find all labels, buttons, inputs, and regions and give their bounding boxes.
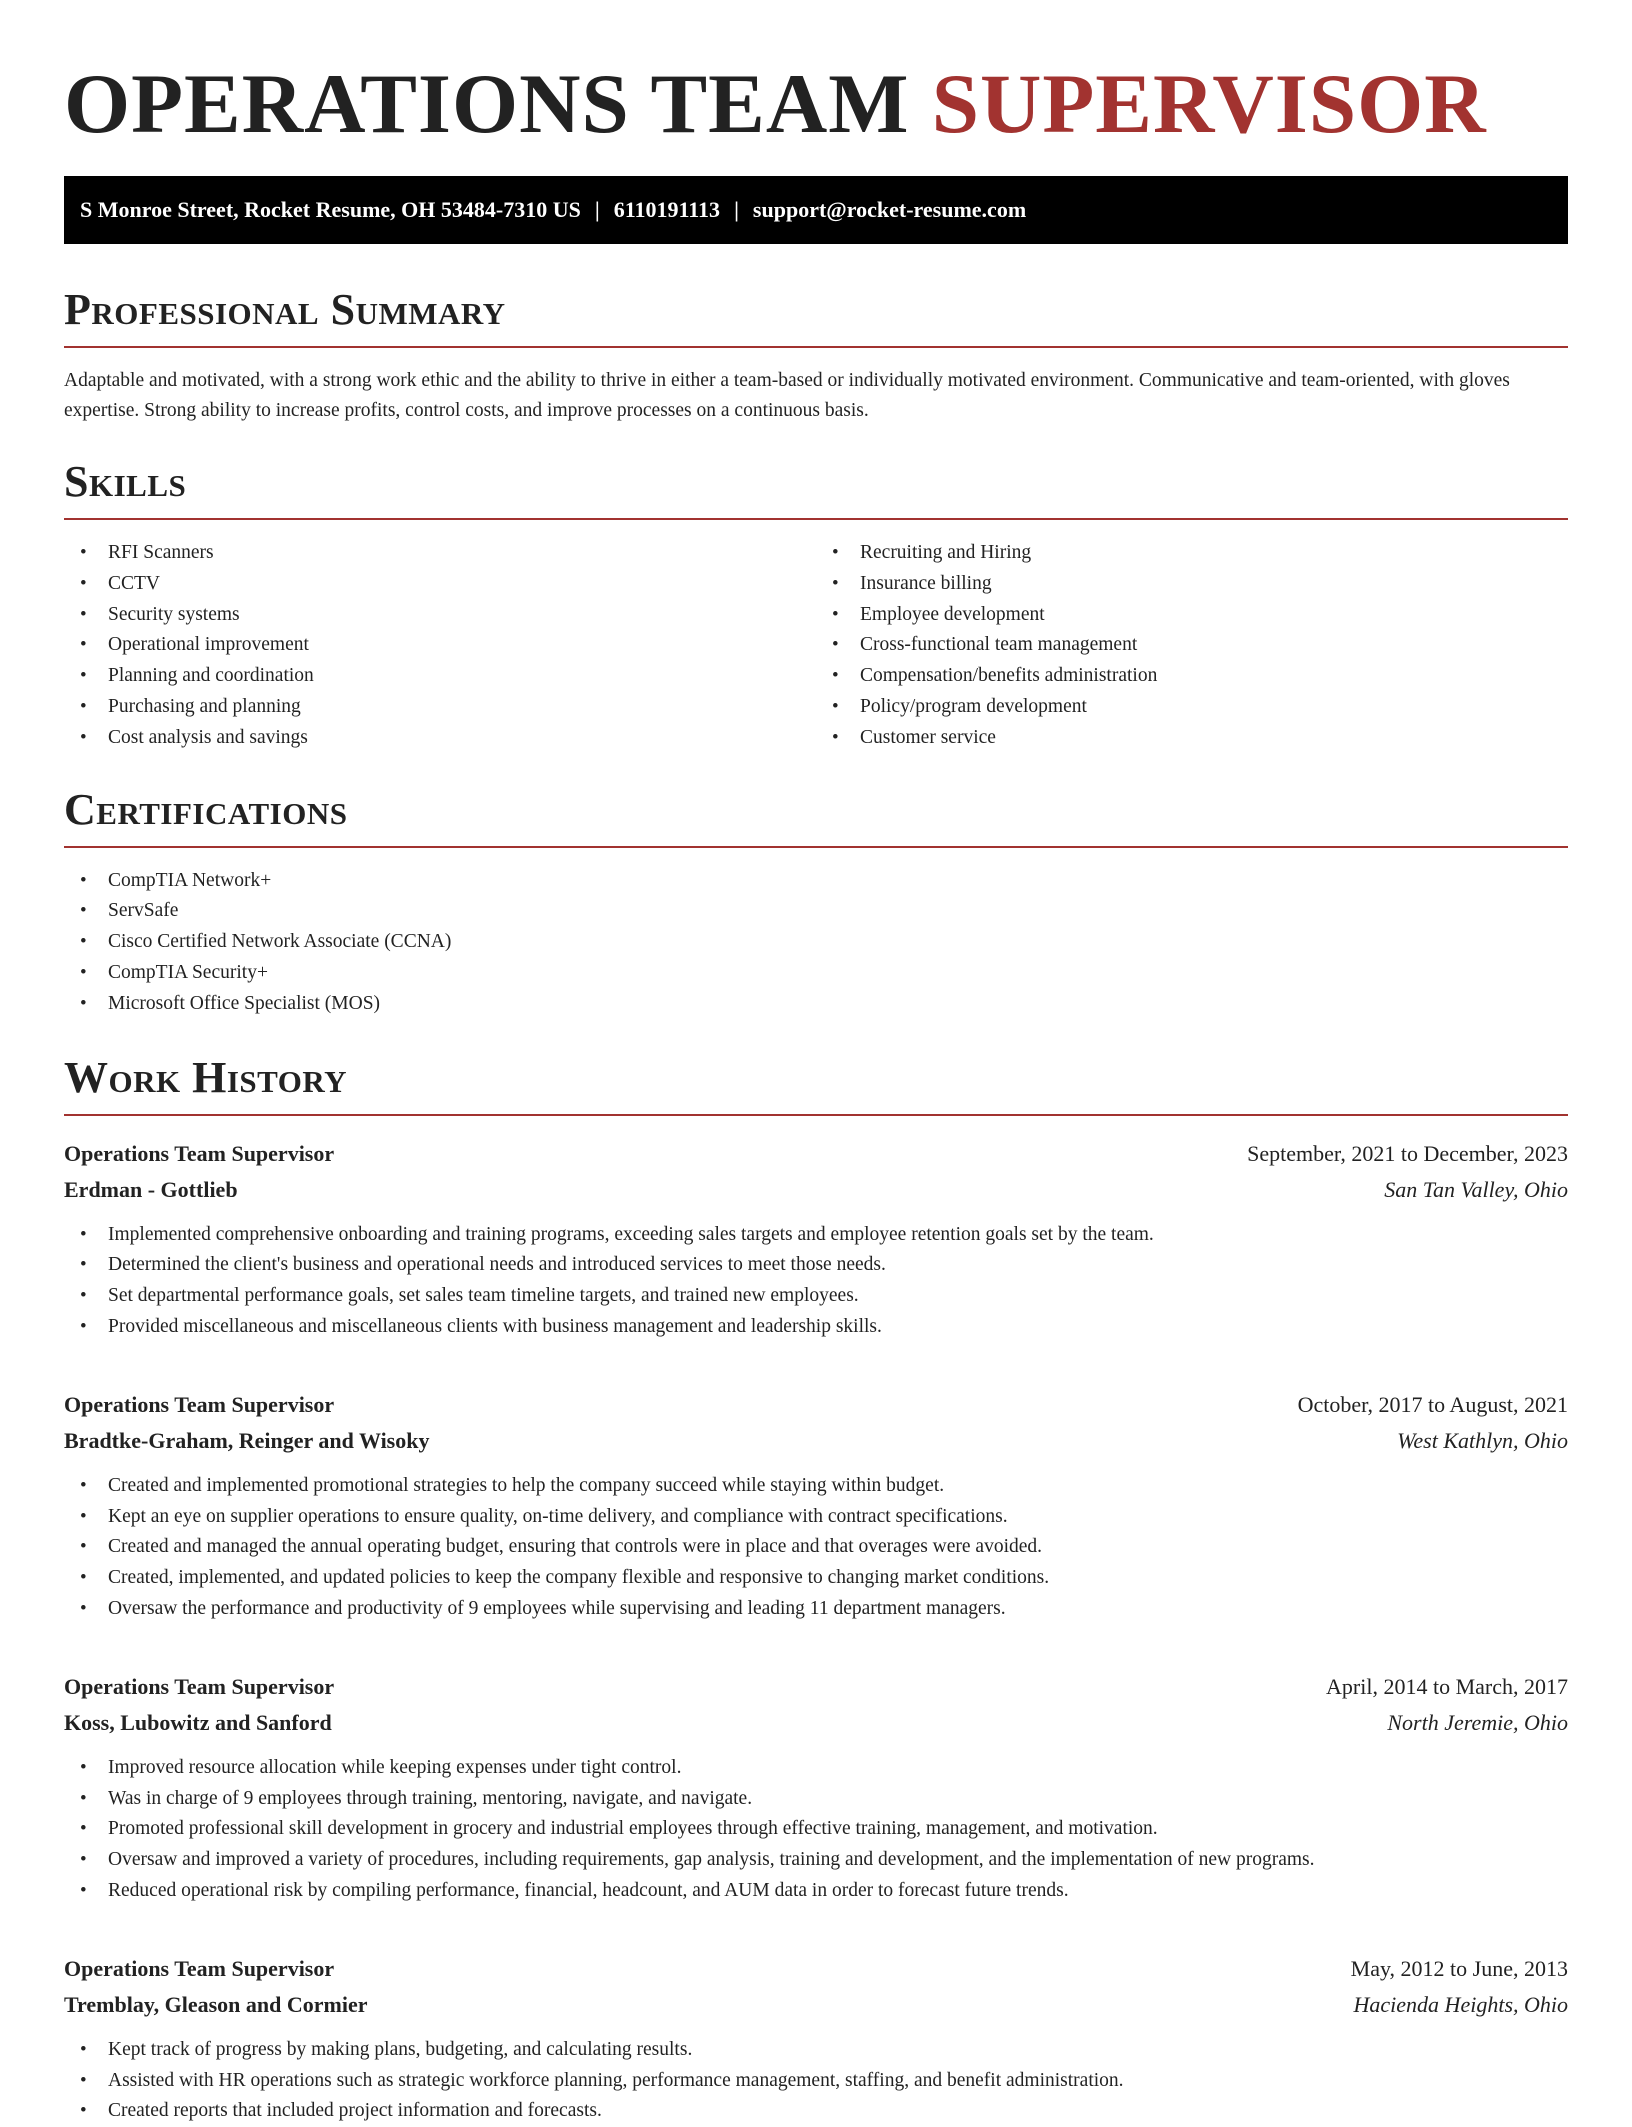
skill-item: • Purchasing and planning: [64, 692, 816, 723]
section-title-skills: Skills: [64, 457, 187, 506]
skill-item: • Compensation/benefits administration: [816, 661, 1568, 692]
section-title-work-history: Work History: [64, 1052, 348, 1102]
job-entry: [64, 1951, 1568, 2127]
skills-list-right: [816, 538, 1568, 754]
skill-item: • Planning and coordination: [64, 661, 816, 692]
job-subheader-row: [64, 1705, 1568, 1741]
job-header-row: [64, 1669, 1568, 1705]
job-bullet: • Assisted with HR operations such as strategic workforce planning, performance management, staffing, and benefit administration.: [64, 2066, 1568, 2097]
job-subheader-row: [64, 1987, 1568, 2023]
job-company: Tremblay, Gleason and Cormier: [64, 1991, 368, 2017]
job-bullet: • Determined the client's business and operational needs and introduced services to meet those needs.: [64, 1250, 1568, 1281]
certification-item: • Microsoft Office Specialist (MOS): [64, 989, 1568, 1020]
job-location: San Tan Valley, Ohio: [1384, 1176, 1568, 1202]
certification-item: • CompTIA Network+: [64, 866, 1568, 897]
job-bullets: [64, 1220, 1568, 1343]
certification-item: • Cisco Certified Network Associate (CCNA): [64, 927, 1568, 958]
contact-separator: |: [594, 197, 600, 222]
job-bullet: • Created and implemented promotional strategies to help the company succeed while staying within budget.: [64, 1471, 1568, 1502]
job-bullet: • Oversaw and improved a variety of procedures, including requirements, gap analysis, training and development, and the implementation of new programs.: [64, 1845, 1568, 1876]
job-bullet: • Was in charge of 9 employees through training, mentoring, navigate, and navigate.: [64, 1784, 1568, 1815]
certifications-list: [64, 866, 1568, 1020]
section-title-certifications: Certifications: [64, 784, 348, 834]
job-bullets: [64, 1471, 1568, 1625]
skill-item: • Operational improvement: [64, 630, 816, 661]
job-bullets: [64, 1753, 1568, 1907]
job-bullet: • Created and managed the annual operating budget, ensuring that controls were in place and that overages were avoided.: [64, 1532, 1568, 1563]
job-bullet: • Reduced operational risk by compiling performance, financial, headcount, and AUM data in order to forecast future trends.: [64, 1876, 1568, 1907]
contact-phone: 6110191113: [613, 197, 721, 222]
skill-item: • Customer service: [816, 723, 1568, 754]
job-header-row: [64, 1951, 1568, 1987]
job-dates: April, 2014 to March, 2017: [1326, 1673, 1568, 1699]
summary-text: Adaptable and motivated, with a strong work ethic and the ability to thrive in either a team-based or individually motivated environment. Communicative and team-oriented, with gloves expertise. Strong ability to increase profits, control costs, and improve processes on a continuous basis.: [64, 370, 1510, 421]
job-bullet: • Created, implemented, and updated policies to keep the company flexible and responsive to changing market conditions.: [64, 1563, 1568, 1594]
job-subheader-row: [64, 1423, 1568, 1459]
skill-item: • RFI Scanners: [64, 538, 816, 569]
contact-email: support@rocket-resume.com: [752, 197, 1027, 222]
job-bullet: • Set departmental performance goals, set sales team timeline targets, and trained new employees.: [64, 1281, 1568, 1312]
skill-item: • CCTV: [64, 569, 816, 600]
skill-item: • Cost analysis and savings: [64, 723, 816, 754]
certifications-section: [64, 784, 1568, 1020]
title-accent: SUPERVISOR: [931, 57, 1487, 151]
job-title: Operations Team Supervisor: [64, 1955, 335, 1981]
section-title-summary: Professional Summary: [64, 285, 506, 334]
job-bullet: • Implemented comprehensive onboarding and training programs, exceeding sales targets and employee retention goals set by the team.: [64, 1220, 1568, 1251]
skill-item: • Cross-functional team management: [816, 630, 1568, 661]
contact-separator: |: [734, 197, 739, 222]
resume-title: [64, 56, 1568, 152]
work-history-section: [64, 1052, 1568, 2127]
job-dates: May, 2012 to June, 2013: [1350, 1955, 1568, 1981]
job-company: Koss, Lubowitz and Sanford: [64, 1709, 332, 1735]
skill-item: • Recruiting and Hiring: [816, 538, 1568, 569]
skill-item: • Employee development: [816, 600, 1568, 631]
job-bullet: • Kept track of progress by making plans, budgeting, and calculating results.: [64, 2035, 1568, 2066]
job-header-row: [64, 1136, 1568, 1172]
job-company: Erdman - Gottlieb: [64, 1176, 238, 1202]
job-location: West Kathlyn, Ohio: [1397, 1427, 1568, 1453]
job-location: North Jeremie, Ohio: [1387, 1709, 1568, 1735]
skills-columns: [64, 538, 1568, 754]
skills-section: [64, 456, 1568, 754]
section-divider: [64, 1114, 1568, 1116]
job-entry: [64, 1136, 1568, 1343]
job-bullet: • Oversaw the performance and productivity of 9 employees while supervising and leading 11 department managers.: [64, 1594, 1568, 1625]
title-main: OPERATIONS TEAM: [64, 57, 910, 151]
section-divider: [64, 846, 1568, 848]
skill-item: • Security systems: [64, 600, 816, 631]
section-divider: [64, 346, 1568, 348]
job-title: Operations Team Supervisor: [64, 1673, 335, 1699]
job-bullet: • Created reports that included project information and forecasts.: [64, 2096, 1568, 2127]
certification-item: • ServSafe: [64, 896, 1568, 927]
job-subheader-row: [64, 1172, 1568, 1208]
job-bullet: • Provided miscellaneous and miscellaneous clients with business management and leadership skills.: [64, 1312, 1568, 1343]
job-dates: September, 2021 to December, 2023: [1247, 1140, 1568, 1166]
job-bullet: • Kept an eye on supplier operations to ensure quality, on-time delivery, and compliance with contract specifications.: [64, 1502, 1568, 1533]
section-divider: [64, 518, 1568, 520]
job-dates: October, 2017 to August, 2021: [1297, 1391, 1568, 1417]
job-bullet: • Improved resource allocation while keeping expenses under tight control.: [64, 1753, 1568, 1784]
job-company: Bradtke-Graham, Reinger and Wisoky: [64, 1427, 430, 1453]
contact-address: S Monroe Street, Rocket Resume, OH 53484-7310 US: [80, 197, 581, 222]
certification-item: • CompTIA Security+: [64, 958, 1568, 989]
skills-list-left: [64, 538, 816, 754]
contact-bar: [64, 176, 1568, 244]
job-title: Operations Team Supervisor: [64, 1140, 335, 1166]
job-entry: [64, 1669, 1568, 1907]
summary-section: [64, 284, 1568, 426]
job-header-row: [64, 1387, 1568, 1423]
job-bullet: • Promoted professional skill development in grocery and industrial employees through effective training, management, and motivation.: [64, 1814, 1568, 1845]
skill-item: • Insurance billing: [816, 569, 1568, 600]
job-title: Operations Team Supervisor: [64, 1391, 335, 1417]
job-location: Hacienda Heights, Ohio: [1353, 1991, 1568, 2017]
skill-item: • Policy/program development: [816, 692, 1568, 723]
job-bullets: [64, 2035, 1568, 2127]
job-entry: [64, 1387, 1568, 1625]
